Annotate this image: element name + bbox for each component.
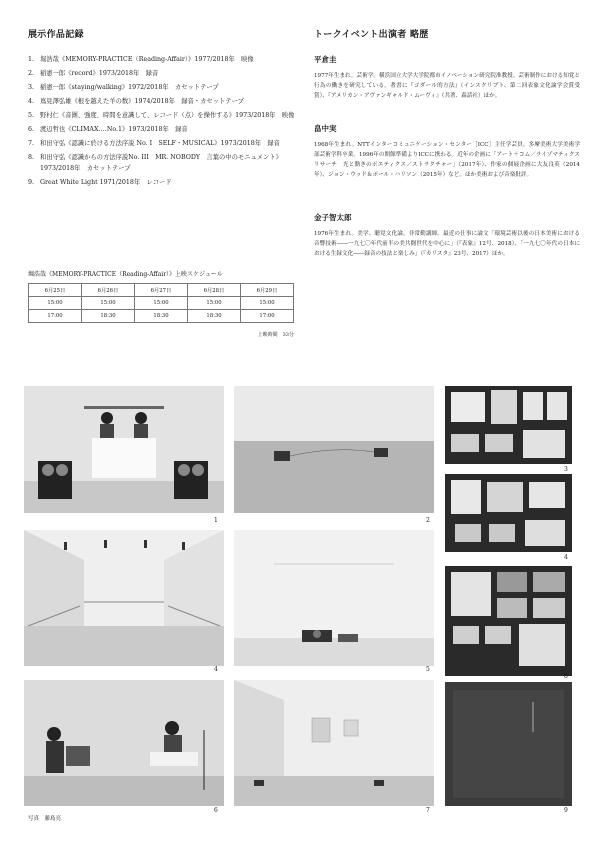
table-row [29,310,294,323]
photo-floor-devices [234,386,434,513]
list-item: 7. 和田守弘《認識に於ける方法序説 No. I SELF・MUSICAL》1973/2018年 録音 [28,140,280,147]
photo-turntable [234,530,434,666]
works-list [28,54,310,191]
talk-heading: トークイベント出演者 略歴 [314,30,429,40]
list-item: 8. 和田守弘《認識からの方法序説No. III MR. NOBODY 言葉の中のモニュメント》1973/2018年 カセットテープ [28,154,282,172]
person-block [314,212,580,259]
works-heading: 展示作品記録 [28,30,84,40]
list-item: 6. 渡辺哲也《CLIMAX‥‥No.1》1973/2018年 録音 [28,126,188,133]
photo-gallery-walls [24,530,224,666]
table-cell: 15:00 [188,297,241,310]
photo-performance [24,386,224,513]
photo-number: 6 [214,807,218,814]
photo-number: 9 [564,807,568,814]
table-cell: 18:30 [82,310,135,323]
table-cell: 15:00 [29,297,82,310]
table-cell: 6月25日 [29,284,82,297]
list-item: 3. 稲憲一郎《staying/walking》1972/2018年 カセットテープ [28,84,219,91]
photo-number: 5 [426,666,430,673]
photo-number: 8 [564,673,568,680]
person-name: 金子智太郎 [314,213,352,222]
photo-documents [445,474,572,552]
photo-credit: 写真 藤島亮 [28,816,62,822]
list-item: 2. 稲憲一郎《record》1973/2018年 録音 [28,70,159,77]
photo-number: 4 [214,666,218,673]
list-item: 9. Great White Light 1971/2018年 レコード [28,179,172,186]
person-bio: 1968年生まれ。NTTインターコミュニケーション・センター［ICC］主任学芸員。多摩美術大学美術学部芸術学科卒業。1996年の開館準備よりICCに携わる。近年の企画に「アート＋コム／ライゾマティクスリサーチ 光と動きのポエティクス／ストラクチャー」（2017年）、作家の個展企画に大友良英（2014年）、ジョン・ウッド＆ポール・ハリソン（2015年）など。ほか美術および音楽批評。 [314,142,580,178]
list-item: 4. 嶌見澤弘雄《根を越えた羊の数》1974/2018年 録音・カセットテープ [28,98,244,105]
table-row [29,297,294,310]
table-cell: 17:00 [241,310,294,323]
table-cell: 15:00 [241,297,294,310]
table-cell: 17:00 [29,310,82,323]
table-cell: 6月28日 [188,284,241,297]
photo-room [234,680,434,806]
schedule-title: 堀浩哉《MEMORY-PRACTICE（Reading-Affair）》上映スケジュール [28,271,223,278]
person-block [314,54,580,101]
table-cell: 6月27日 [135,284,188,297]
table-cell: 18:30 [135,310,188,323]
person-bio: 1977年生まれ。芸術学。横浜国立大学大学院都市イノベーション研究院准教授。芸術制作における知覚と行為の働きを研究している。著書に『ゴダール的方法』（インスクリプト、第二回表象文化論学会賞受賞）、『アメリカン・アヴァンギャルド・ムーヴィ』（共著、森話社）ほか。 [314,73,580,99]
table-cell: 18:30 [188,310,241,323]
photo-documents [445,386,572,464]
photo-performers [24,680,224,806]
table-row [29,284,294,297]
table-cell: 6月29日 [241,284,294,297]
list-item: 1. 堀浩哉《MEMORY-PRACTICE（Reading-Affair）》1977/2018年 映像 [28,56,254,63]
photo-dark-cover [445,682,572,806]
photo-number: 1 [214,517,218,524]
table-cell: 6月26日 [82,284,135,297]
photo-number: 3 [564,466,568,473]
person-block [314,123,580,180]
person-bio: 1976年生まれ。美学、聴覚文化論。非常勤講師。最近の仕事に論文「環境芸術以後の日本美術における音響技術――一九七〇年代前半の美共闘世代を中心に」（『表象』12号、2018）、「一九七〇年代の日本における生録文化――録音の技法と楽しみ」（『カリスタ』23号、2017）ほか。 [314,231,580,257]
photo-number: 4 [564,554,568,561]
list-item: 5. 野村仁《音圏、強度、時間を意識して、レコード（点）を操作する》1973/2018年 映像 [28,112,295,119]
schedule-note: 上映時間 33分 [257,332,294,338]
photo-number: 2 [426,517,430,524]
photo-documents [445,566,572,676]
photo-number: 7 [426,807,430,814]
schedule-table [28,283,294,323]
table-cell: 15:00 [135,297,188,310]
person-name: 平倉圭 [314,55,337,64]
table-cell: 15:00 [82,297,135,310]
person-name: 畠中実 [314,124,337,133]
